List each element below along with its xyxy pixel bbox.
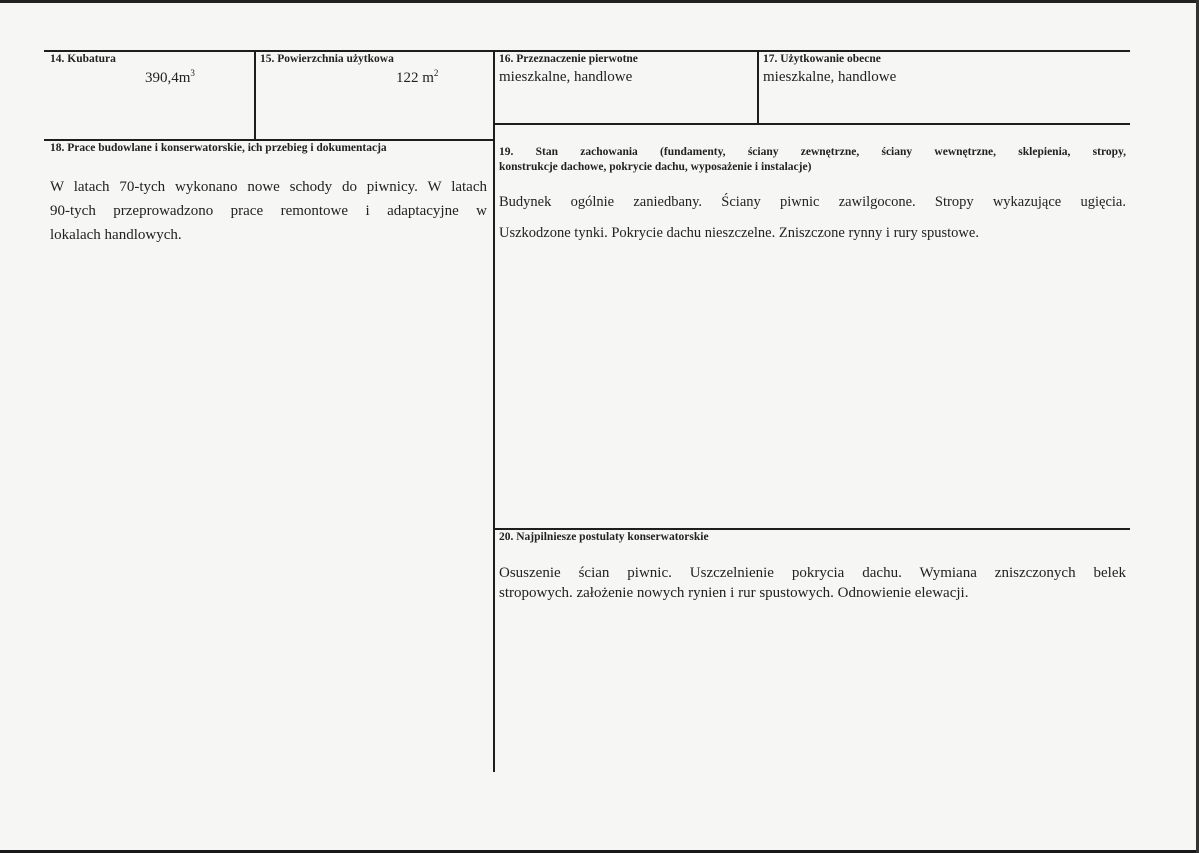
field-19-line-1: Budynek ogólnie zaniedbany. Ściany piwnic zawilgocone. Stropy wykazujące ugięcia. (499, 194, 1126, 210)
rule-col-14-15 (254, 50, 256, 139)
field-14-value (145, 70, 195, 87)
field-20-text (499, 563, 1126, 603)
field-20-label: 20. Najpilniesze postulaty konserwatorskie (499, 531, 709, 543)
field-18-line-1: W latach 70-tych wykonano nowe schody do piwnicy. W latach (50, 179, 487, 195)
field-15-value-number: 122 m (396, 70, 434, 86)
field-19-label-line-2: konstrukcje dachowe, pokrycie dachu, wyposażenie i instalacje) (499, 161, 812, 173)
rule-col-16-17 (757, 50, 759, 123)
rule-col-main (493, 50, 495, 772)
field-18-text (50, 175, 487, 247)
field-20-line-1: Osuszenie ścian piwnic. Uszczelnienie pokrycia dachu. Wymiana zniszczonych belek (499, 565, 1126, 581)
scan-top-edge (0, 0, 1199, 3)
field-14-value-number: 390,4m (145, 70, 191, 86)
field-16-value: mieszkalne, handlowe (499, 69, 633, 85)
field-16-label: 16. Przeznaczenie pierwotne (499, 53, 638, 65)
field-18-line-2: 90-tych przeprowadzono prace remontowe i adaptacyjne w (50, 203, 487, 219)
field-19-label-line-1: 19. Stan zachowania (fundamenty, ściany zewnętrzne, ściany wewnętrzne, sklepienia, stropy, (499, 146, 1126, 158)
field-17-label: 17. Użytkowanie obecne (763, 53, 881, 65)
field-19-label (499, 145, 1126, 175)
field-20-line-2: stropowych. założenie nowych rynien i rur spustowych. Odnowienie elewacji. (499, 585, 969, 601)
field-15-value-exponent: 2 (433, 68, 439, 78)
field-18-line-3: lokalach handlowych. (50, 227, 182, 243)
rule-section-20 (494, 528, 1130, 530)
rule-row-divider-right (494, 123, 1130, 125)
field-15-value (396, 70, 438, 87)
field-14-value-exponent: 3 (190, 68, 195, 78)
field-15-label: 15. Powierzchnia użytkowa (260, 53, 394, 65)
field-19-line-2: Uszkodzone tynki. Pokrycie dachu nieszczelne. Zniszczone rynny i rury spustowe. (499, 225, 979, 241)
field-18-label: 18. Prace budowlane i konserwatorskie, ich przebieg i dokumentacja (50, 142, 387, 154)
field-14-label: 14. Kubatura (50, 53, 116, 65)
rule-row-divider-left (44, 139, 494, 141)
field-17-value: mieszkalne, handlowe (763, 69, 897, 85)
field-19-text (499, 187, 1126, 249)
rule-top-row (44, 50, 1130, 52)
